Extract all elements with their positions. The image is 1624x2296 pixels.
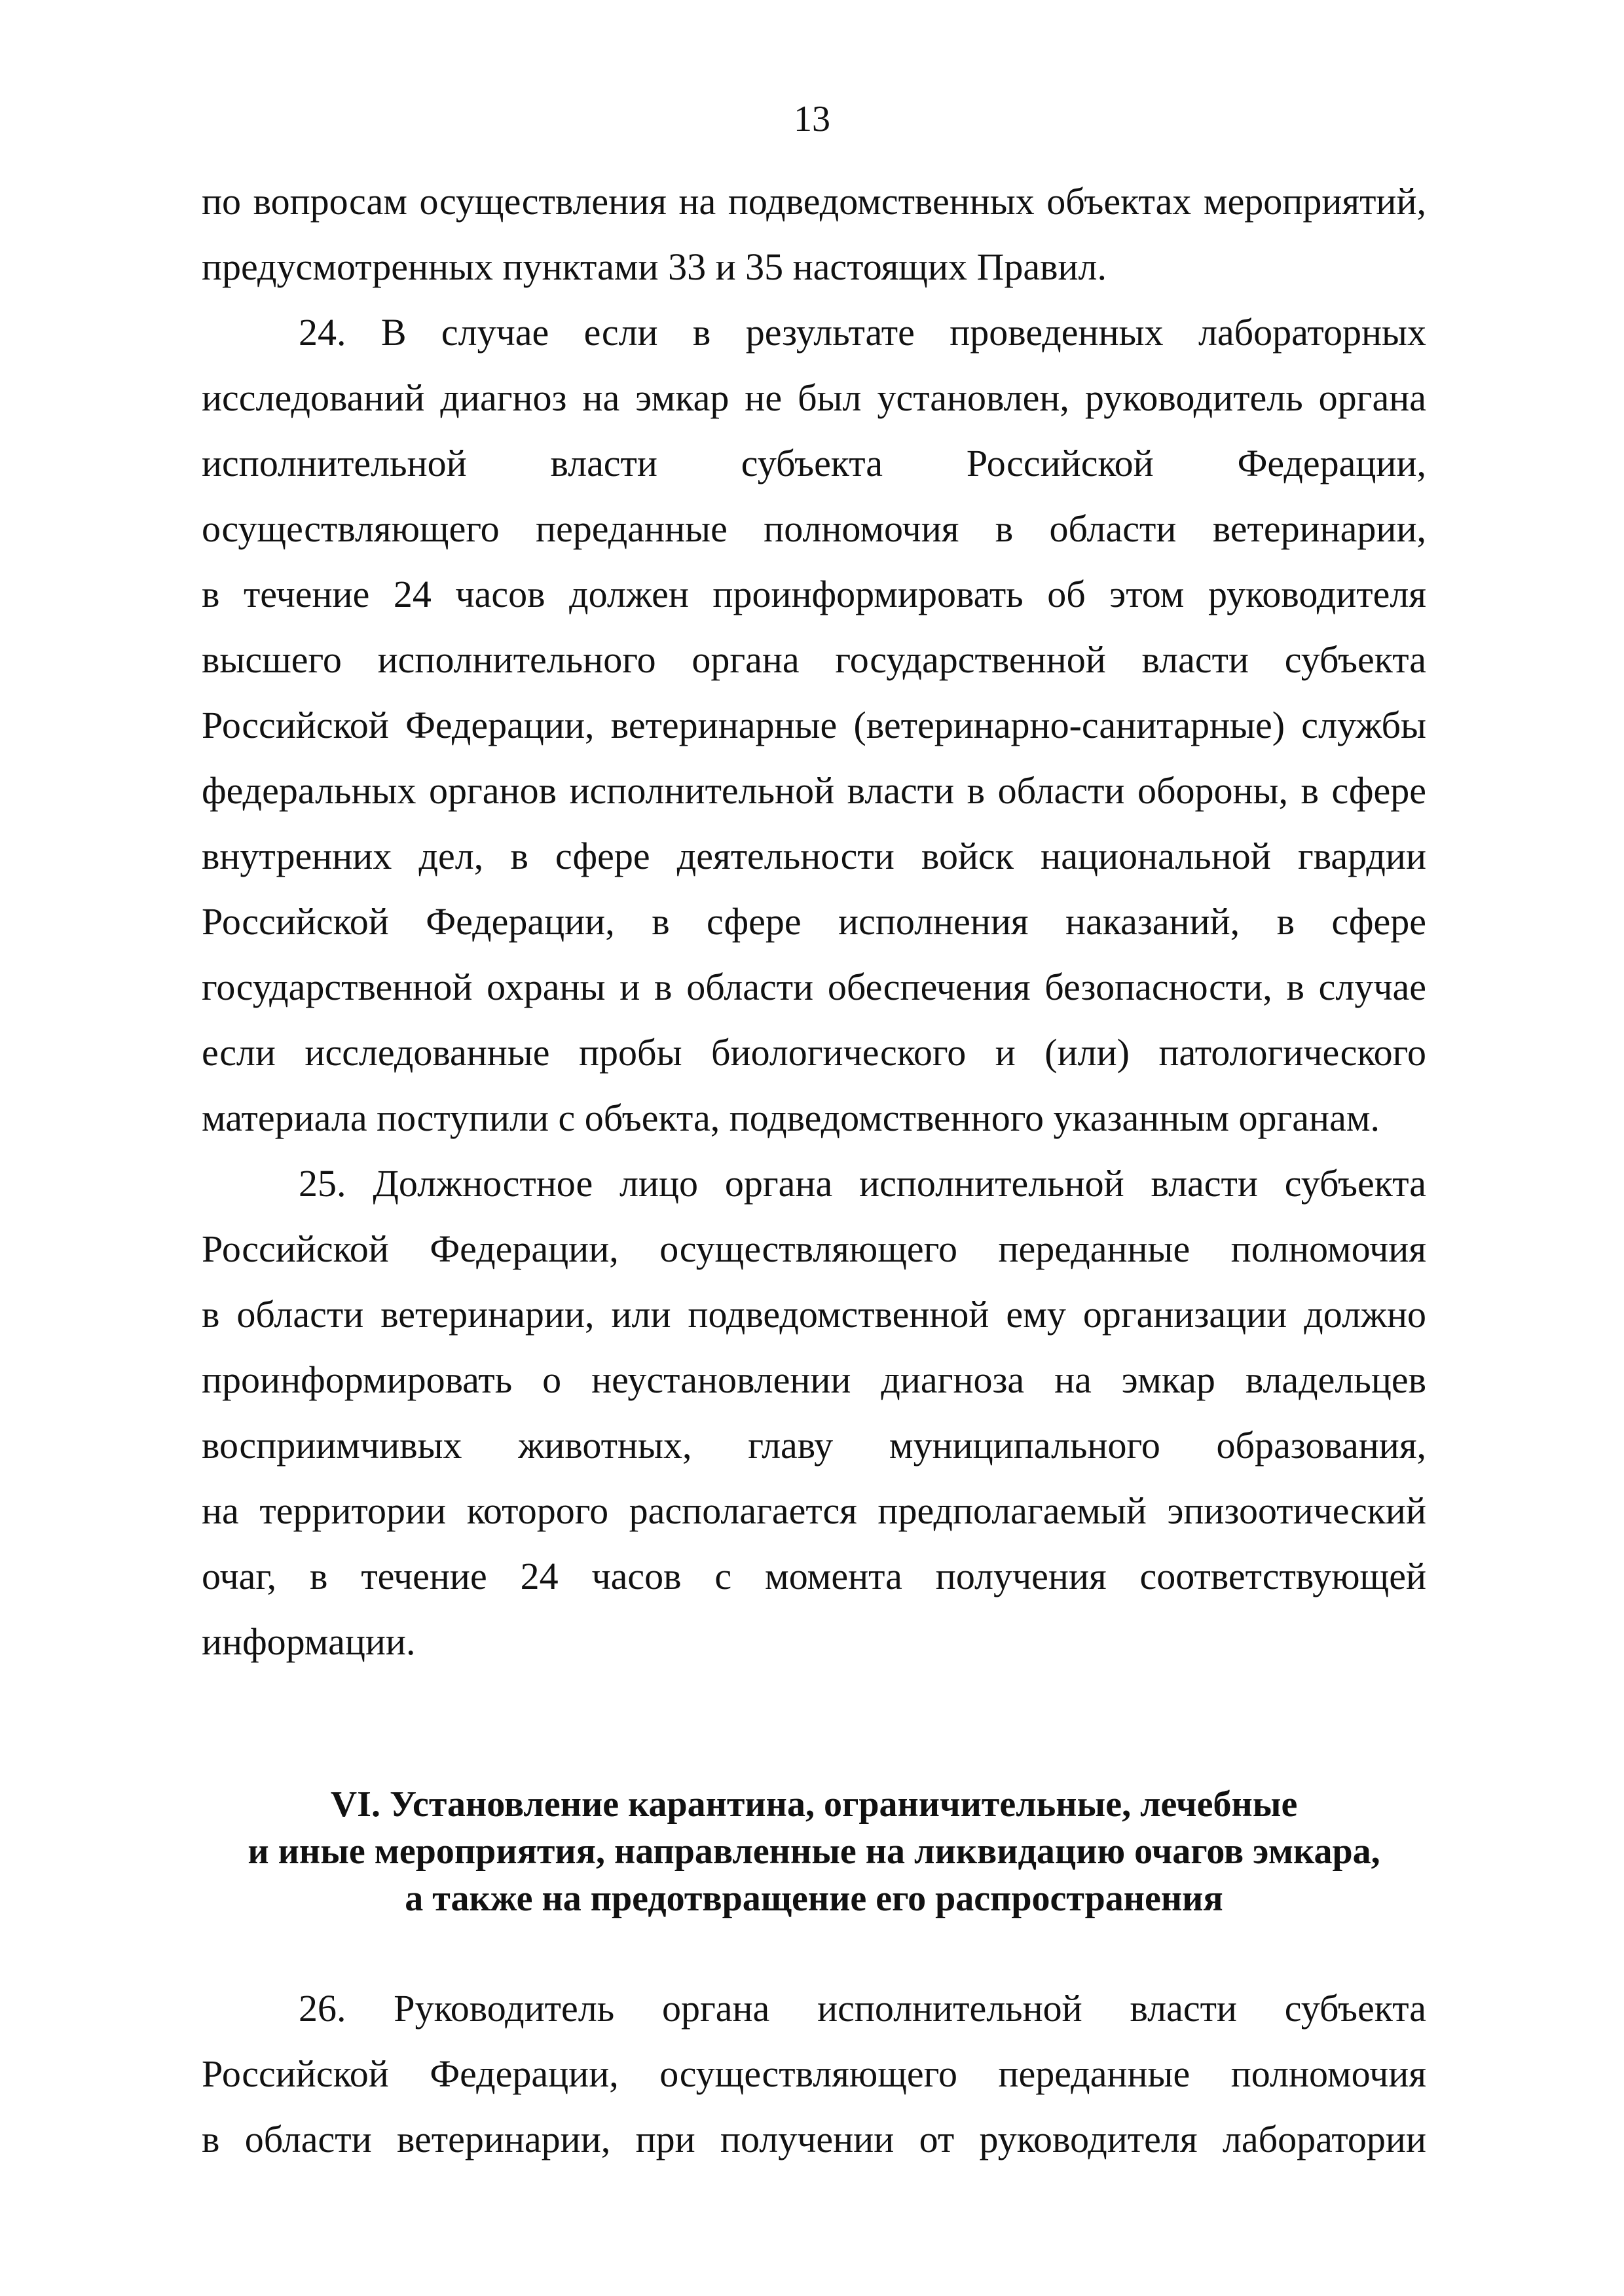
text-line: по вопросам осуществления на подведомственных объектах мероприятий,	[202, 180, 1426, 223]
text-line: Российской Федерации, в сфере исполнения наказаний, в сфере	[202, 900, 1426, 943]
text-line: проинформировать о неустановлении диагноза на эмкар владельцев	[202, 1358, 1426, 1401]
text-line: предусмотренных пунктами 33 и 35 настоящих Правил.	[202, 246, 1107, 288]
text-line: федеральных органов исполнительной власти в области обороны, в сфере	[202, 769, 1426, 812]
heading-line: VI. Установление карантина, ограничительные, лечебные	[330, 1784, 1298, 1825]
body-text-block-2	[202, 1976, 1426, 2172]
text-line: исполнительной власти субъекта Российской Федерации,	[202, 442, 1426, 484]
text-line: внутренних дел, в сфере деятельности войск национальной гвардии	[202, 835, 1426, 877]
paragraph-25-first-line: 25. Должностное лицо органа исполнительной власти субъекта	[299, 1162, 1426, 1205]
text-line: исследований диагноз на эмкар не был установлен, руководитель органа	[202, 376, 1426, 419]
heading-line: а также на предотвращение его распространения	[405, 1878, 1223, 1919]
text-line: в области ветеринарии, или подведомственной ему организации должно	[202, 1293, 1426, 1336]
text-line: если исследованные пробы биологического и (или) патологического	[202, 1031, 1426, 1074]
text-line: восприимчивых животных, главу муниципального образования,	[202, 1424, 1426, 1467]
text-line: Российской Федерации, осуществляющего переданные полномочия	[202, 2052, 1426, 2095]
paragraph-26-first-line: 26. Руководитель органа исполнительной власти субъекта	[299, 1987, 1426, 2030]
heading-line: и иные мероприятия, направленные на ликвидацию очагов эмкара,	[248, 1831, 1380, 1872]
text-line: осуществляющего переданные полномочия в области ветеринарии,	[202, 507, 1426, 550]
text-line: информации.	[202, 1620, 416, 1663]
text-line: в области ветеринарии, при получении от руководителя лаборатории	[202, 2118, 1426, 2160]
text-line: Российской Федерации, осуществляющего переданные полномочия	[202, 1228, 1426, 1270]
text-line: на территории которого располагается предполагаемый эпизоотический	[202, 1489, 1426, 1532]
text-line: материала поступили с объекта, подведомственного указанным органам.	[202, 1097, 1380, 1139]
text-line: в течение 24 часов должен проинформировать об этом руководителя	[202, 573, 1426, 615]
text-line: государственной охраны и в области обеспечения безопасности, в случае	[202, 966, 1426, 1008]
body-text-block-1	[202, 169, 1426, 1675]
paragraph-24-first-line: 24. В случае если в результате проведенных лабораторных	[299, 311, 1426, 354]
page-number: 13	[794, 99, 830, 139]
text-line: высшего исполнительного органа государственной власти субъекта	[202, 638, 1426, 681]
text-line: очаг, в течение 24 часов с момента получения соответствующей	[202, 1555, 1426, 1597]
section-heading	[202, 1781, 1426, 1922]
text-line: Российской Федерации, ветеринарные (ветеринарно-санитарные) службы	[202, 704, 1426, 746]
